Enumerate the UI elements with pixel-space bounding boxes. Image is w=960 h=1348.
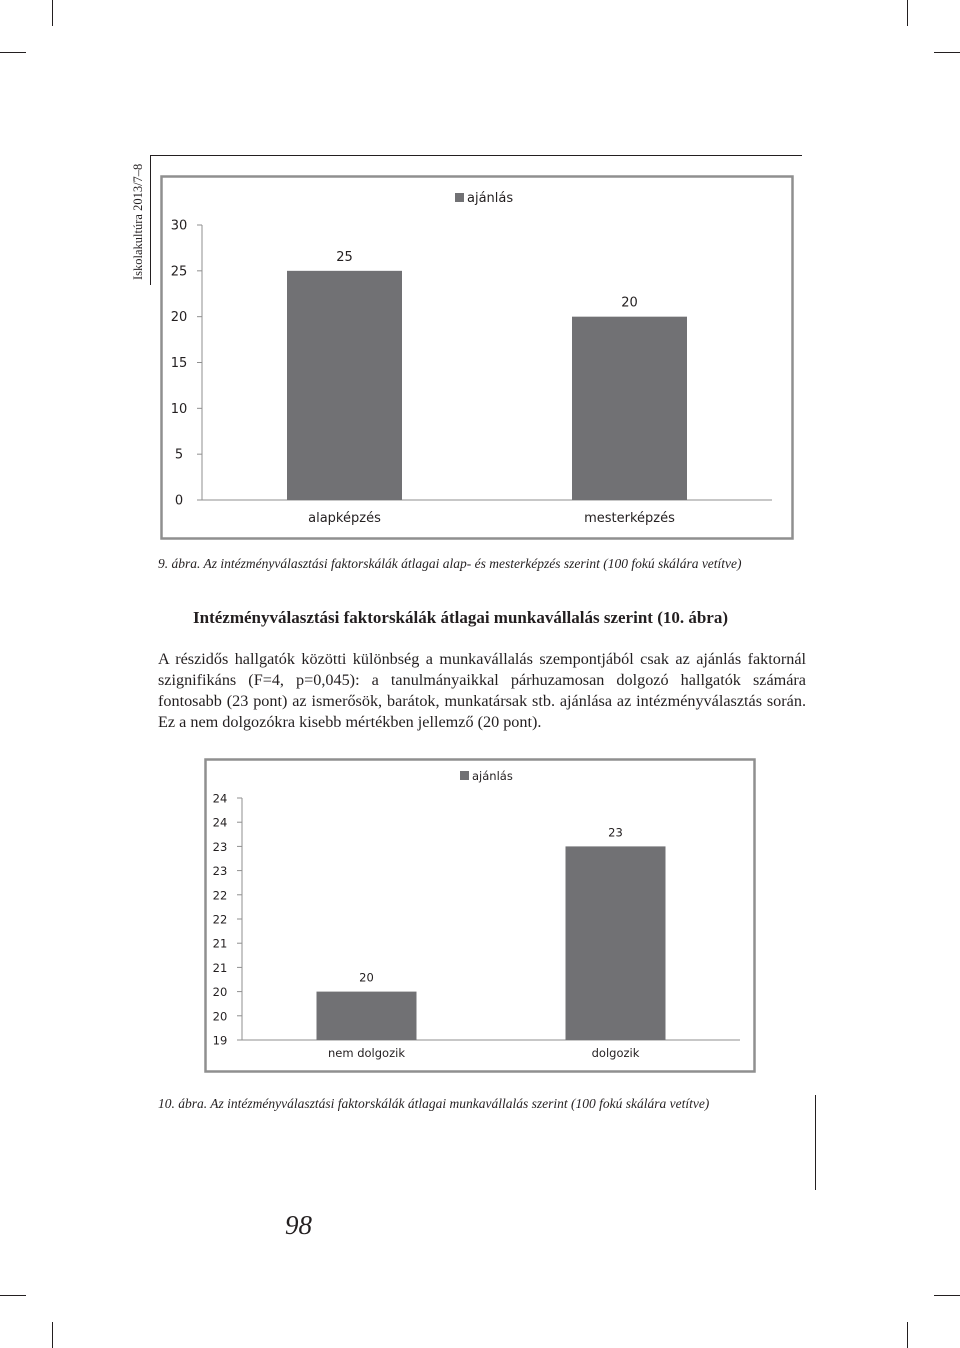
- crop-mark: [907, 1322, 908, 1348]
- crop-mark: [52, 1322, 53, 1348]
- crop-mark: [934, 52, 960, 53]
- y-tick-label: 21: [212, 960, 228, 975]
- figure-10-chart: [204, 758, 756, 1073]
- bar-nem-dolgozik: [317, 992, 417, 1040]
- y-tick-label: 0: [174, 493, 184, 509]
- running-head: [128, 155, 150, 280]
- y-tick-label: 22: [212, 888, 228, 903]
- legend-swatch: [455, 193, 464, 202]
- body-paragraph: A részidős hallgatók közötti különbség a munkavállalás szempontjából csak az ajánlás faktornál szignifikáns (F=4, p=0,045): a tanulmányaikkal párhuzamosan dolgozó hallgatók számára fontosabb (23 pont) az ismerősök, barátok, munkatársak stb. ajánlása az intézményválasztás során. Ez a nem dolgozókra kisebb mértékben jellemző (20 pont).: [158, 650, 806, 731]
- crop-mark: [934, 1295, 960, 1296]
- bar-alapképzés: [287, 271, 402, 500]
- y-tick-label: 15: [170, 356, 188, 371]
- x-category-label: mesterképzés: [584, 511, 675, 526]
- crop-mark: [0, 52, 26, 53]
- body-paragraph-container: [158, 649, 806, 733]
- running-head-text: Iskolakultúra 2013/7–8: [131, 163, 145, 280]
- y-tick-label: 20: [212, 985, 228, 1000]
- data-label: 20: [621, 295, 638, 311]
- crop-mark: [907, 0, 908, 26]
- y-tick-label: 21: [212, 936, 228, 951]
- figure-10-caption: 10. ábra. Az intézményválasztási faktorskálák átlagai munkavállalás szerint (100 fokú skálára vetítve): [158, 1096, 710, 1111]
- data-label: 23: [608, 825, 623, 840]
- y-tick-label: 20: [212, 1009, 228, 1024]
- y-tick-label: 24: [212, 815, 228, 830]
- bar-dolgozik: [566, 846, 666, 1040]
- y-tick-label: 5: [174, 447, 184, 463]
- crop-mark: [0, 1295, 26, 1296]
- chart-frame: [206, 760, 755, 1072]
- y-tick-label: 23: [212, 839, 228, 854]
- y-tick-label: 25: [170, 264, 188, 280]
- data-label: 20: [359, 970, 374, 985]
- legend-swatch: [460, 771, 469, 780]
- figure-9-chart: [160, 175, 794, 540]
- page-number: 98: [285, 1210, 312, 1240]
- y-tick-label: 19: [212, 1033, 228, 1048]
- figure-9-caption: 9. ábra. Az intézményválasztási faktorskálák átlagai alap- és mesterképzés szerint (100 fokú skálára vetítve): [158, 556, 742, 571]
- y-tick-label: 20: [170, 310, 188, 326]
- chart-9-svg: [160, 175, 794, 540]
- y-tick-label: 10: [170, 401, 188, 417]
- x-category-label: nem dolgozik: [328, 1046, 405, 1060]
- legend-label: ajánlás: [467, 191, 514, 206]
- y-tick-label: 22: [212, 912, 228, 927]
- x-category-label: alapképzés: [308, 511, 381, 526]
- data-label: 25: [336, 249, 353, 265]
- chart-frame: [162, 177, 793, 539]
- header-rule: [150, 155, 802, 156]
- y-tick-label: 30: [170, 218, 188, 234]
- crop-mark: [52, 0, 53, 26]
- chart-10-svg: [204, 758, 756, 1073]
- y-tick-label: 23: [212, 864, 228, 879]
- x-category-label: dolgozik: [591, 1046, 640, 1060]
- legend-label: ajánlás: [472, 769, 513, 783]
- section-heading: Intézményválasztási faktorskálák átlagai munkavállalás szerint (10. ábra): [193, 608, 729, 627]
- footer-rule: [815, 1095, 816, 1190]
- y-tick-label: 24: [212, 791, 228, 806]
- bar-mesterképzés: [572, 317, 687, 500]
- side-rule: [150, 155, 151, 285]
